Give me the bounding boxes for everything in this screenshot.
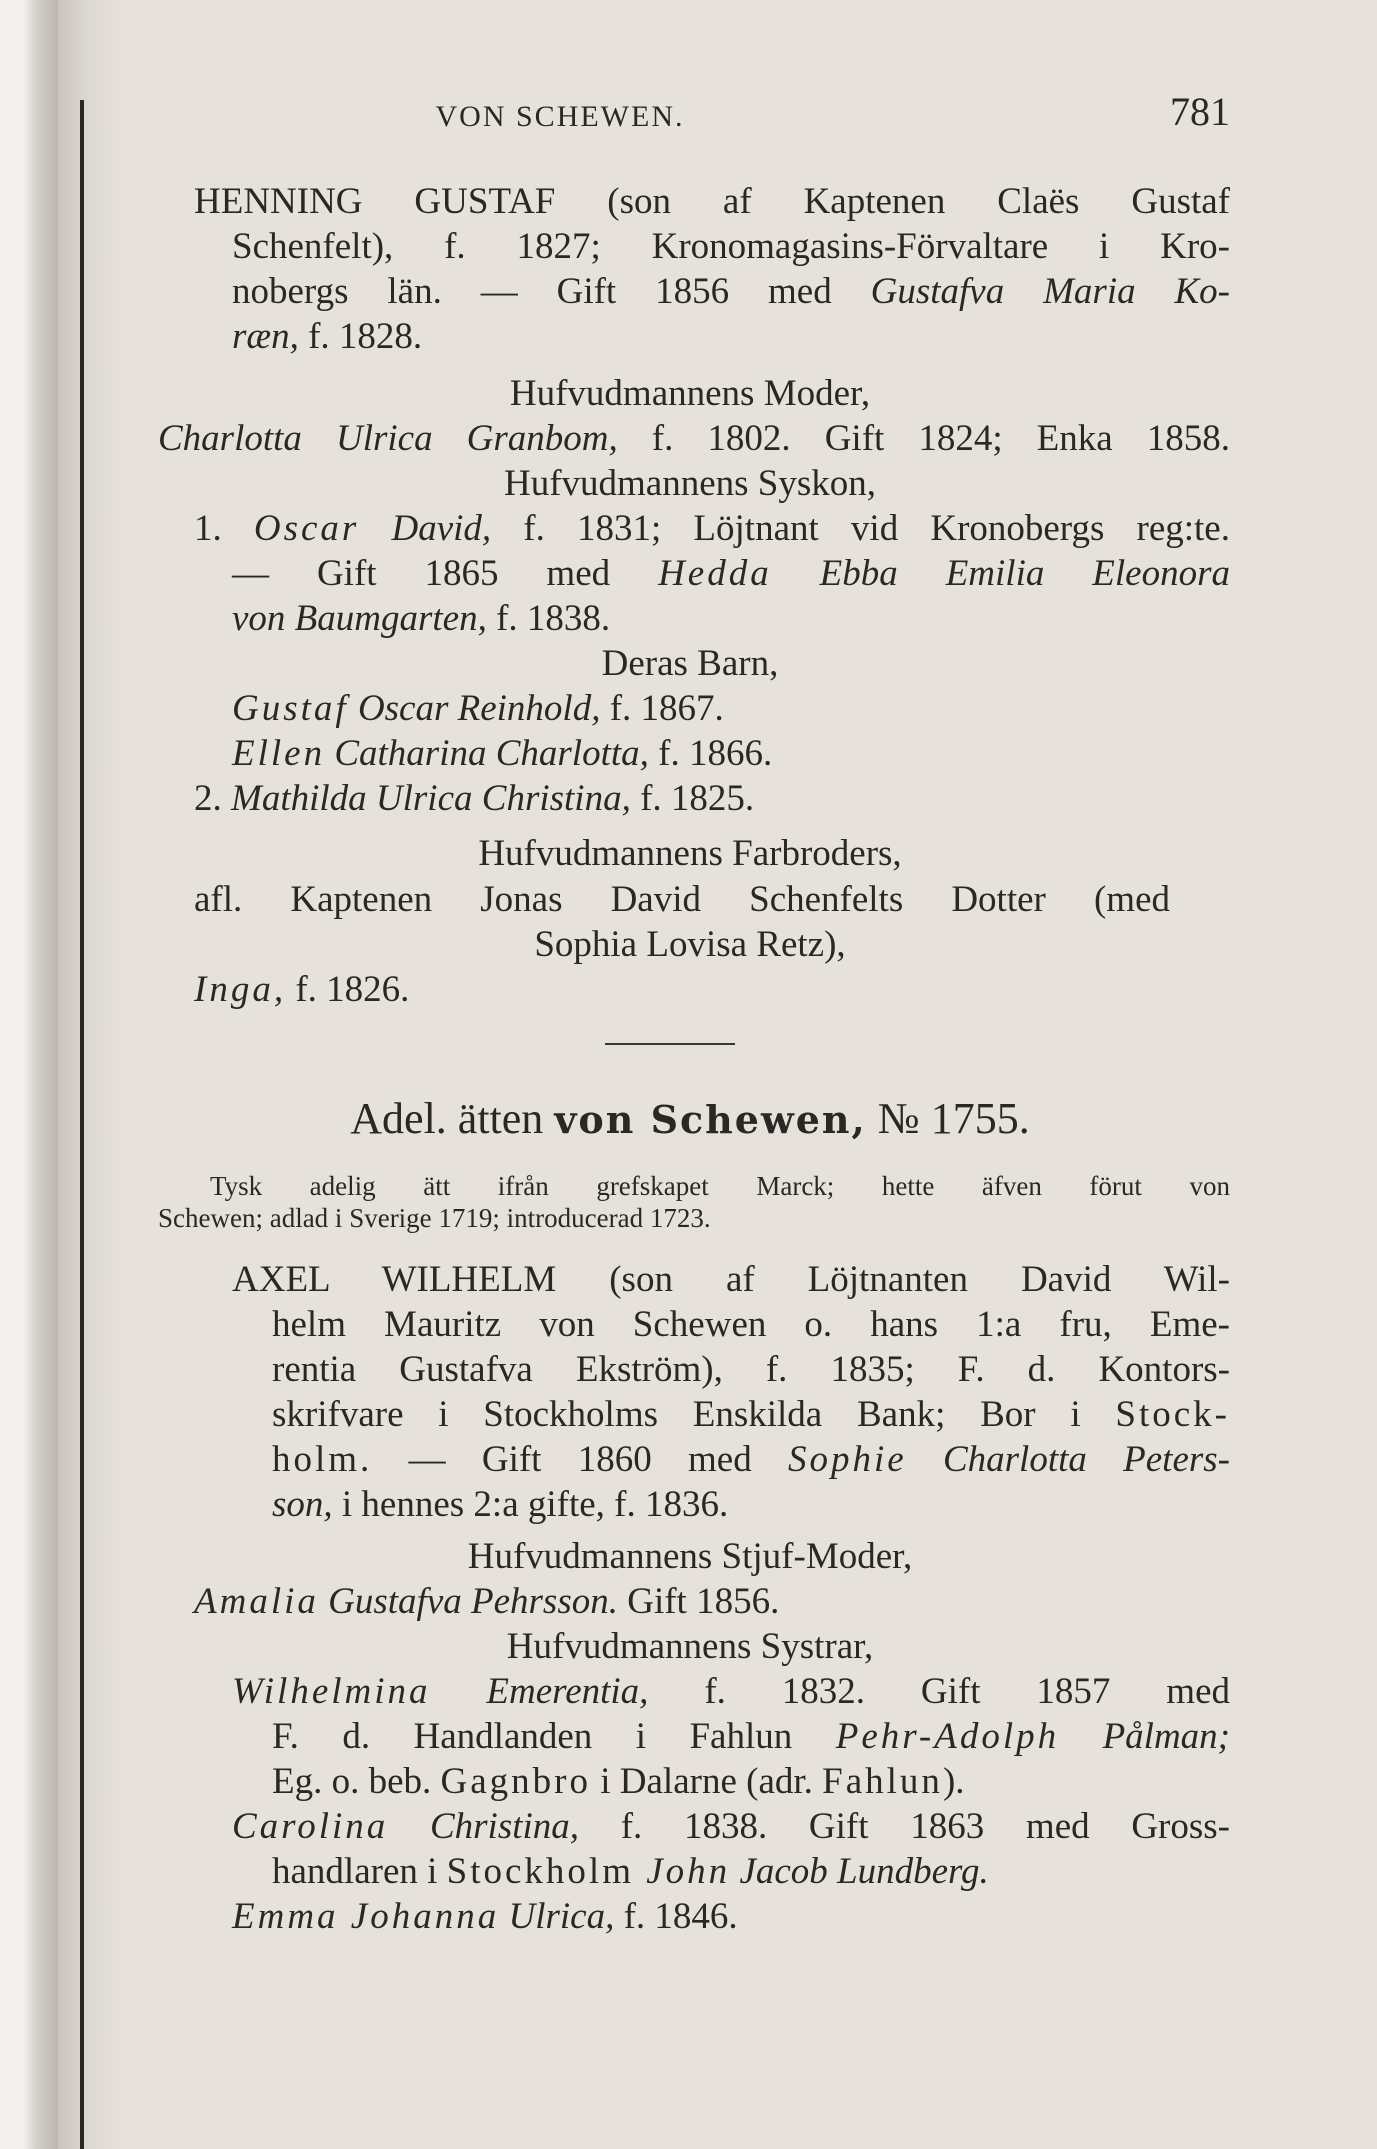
moder-details: f. 1802. Gift 1824; Enka 1858. (617, 418, 1230, 459)
systrar-line2 (272, 1715, 1230, 1759)
syskon-first-name: Oscar (253, 508, 360, 549)
child2-birth: f. 1866. (648, 733, 773, 774)
systrar-line4 (232, 1805, 1230, 1849)
entry2-line3: rentia Gustafva Ekström), f. 1835; F. d. Kontors- (272, 1349, 1230, 1390)
entry1-line4-italic: ræn, (232, 316, 299, 357)
syskon-line4 (194, 777, 1230, 821)
running-title: VON SCHEWEN. (435, 100, 685, 133)
heading-systrar: Hufvudmannens Systrar, (506, 1626, 874, 1667)
entry1-line2: Schenfelt), f. 1827; Kronomagasins-Förvaltare i Kro- (232, 226, 1230, 267)
syskon2-name: Mathilda Ulrica Christina, (231, 778, 631, 819)
section-title (150, 1092, 1230, 1147)
moder-name: Charlotta Ulrica Granbom, (158, 418, 618, 459)
stepmother-marriage: Gift 1856. (617, 1581, 780, 1622)
moder-line (158, 417, 1230, 461)
heading-stjuf-moder: Hufvudmannens Stjuf-Moder, (467, 1536, 913, 1577)
child2-names: Catharina Charlotta, (325, 733, 649, 774)
child2-first: Ellen (232, 733, 326, 774)
syskon-second-name: David, (359, 508, 492, 549)
spouse-birth: f. 1838. (486, 598, 611, 639)
systrar-line3 (272, 1760, 1230, 1804)
section-title-family: von Schewen, (554, 1097, 867, 1142)
entry1-line4 (232, 315, 1230, 359)
spouse-surname: von Baumgarten, (232, 598, 487, 639)
wife-first-name: Sophie (787, 1439, 907, 1480)
syskon-marriage: — Gift 1865 med (232, 553, 659, 594)
systrar-line1 (232, 1670, 1230, 1714)
section-title-number: № 1755. (866, 1094, 1030, 1143)
syskon-details: f. 1831; Löjtnant vid Kronobergs reg:te. (491, 508, 1230, 549)
entry2-line1: AXEL WILHELM (son af Löjtnanten David Wil- (232, 1259, 1230, 1300)
book-gutter (58, 0, 120, 2149)
stepmother-first: Amalia (194, 1581, 319, 1622)
heading-moder: Hufvudmannens Moder, (509, 373, 871, 414)
entry2-line5 (272, 1438, 1230, 1482)
estate-end: ). (942, 1761, 965, 1802)
sister2-city: Stockholm (446, 1851, 634, 1892)
entry2-line4-spaced: Stock- (1115, 1394, 1230, 1435)
sister2-names: Christina, (388, 1806, 580, 1847)
sister3-second: Johanna (338, 1896, 500, 1937)
syskon-line2 (232, 552, 1230, 596)
estate-region: i Dalarne (adr. (591, 1761, 823, 1802)
child1-birth: f. 1867. (600, 688, 724, 729)
sister1-husband-title: F. d. Handlanden i Fahlun (272, 1716, 836, 1757)
gutter-line (80, 100, 84, 2149)
estate-prefix: Eg. o. beb. (272, 1761, 441, 1802)
heading-farbroders: Hufvudmannens Farbroders, (478, 833, 902, 874)
sister1-husband-surname: Pålman; (1059, 1716, 1230, 1757)
child1-names: Oscar Reinhold, (348, 688, 601, 729)
wife-surname-end: son, (272, 1484, 333, 1525)
entry2-line6 (272, 1483, 1230, 1527)
spouse-first-name: Hedda (658, 553, 772, 594)
syskon-line3 (232, 597, 1230, 641)
wife-other-names: Charlotta Peters- (906, 1439, 1230, 1480)
entry2-line4-text: skrifvare i Stockholms Enskilda Bank; Bor i (272, 1394, 1116, 1435)
sister1-details: f. 1832. Gift 1857 med (648, 1671, 1230, 1712)
entry2-line2: helm Mauritz von Schewen o. hans 1:a fru, Eme- (272, 1304, 1230, 1345)
farbroders-line1: afl. Kaptenen Jonas David Schenfelts Dotter (med (194, 879, 1170, 920)
entry2-line4 (272, 1393, 1230, 1437)
syskon-number: 1. (194, 508, 254, 549)
farbroders-line2: Sophia Lovisa Retz), (534, 924, 846, 965)
sister1-names: Emerentia, (430, 1671, 649, 1712)
entry2-line5-spaced: holm. (272, 1439, 373, 1480)
sister3-first: Emma (232, 1896, 339, 1937)
sister2-husband-first: John (634, 1851, 731, 1892)
section-intro2: Schewen; adlad i Sverige 1719; introducerad 1723. (158, 1203, 711, 1233)
entry1-line4-text: f. 1828. (298, 316, 423, 357)
barn-line1 (232, 687, 1230, 731)
stepmother-names: Gustafva Pehrsson. (318, 1581, 618, 1622)
stjuf-moder-line (194, 1580, 1230, 1624)
sister1-husband-first: Pehr-Adolph (835, 1716, 1060, 1757)
sister2-details: f. 1838. Gift 1863 med Gross- (579, 1806, 1230, 1847)
daughter-birth: f. 1826. (286, 969, 410, 1010)
page-number: 781 (1170, 89, 1230, 134)
sister1-first: Wilhelmina (232, 1671, 431, 1712)
heading-syskon: Hufvudmannens Syskon, (503, 463, 877, 504)
spouse-other-names: Ebba Emilia Eleonora (771, 553, 1230, 594)
syskon-line1 (194, 507, 1230, 551)
syskon2-birth: f. 1825. (630, 778, 755, 819)
sister2-first: Carolina (232, 1806, 389, 1847)
estate-address: Fahlun (822, 1761, 943, 1802)
sister2-husband-title: handlaren i (272, 1851, 447, 1892)
barn-line2 (232, 732, 1230, 776)
systrar-line5 (272, 1850, 1230, 1894)
heading-barn: Deras Barn, (601, 643, 779, 684)
daughter-name: Inga, (194, 969, 287, 1010)
entry1-line3 (232, 270, 1230, 314)
section-title-prefix: Adel. ätten (350, 1094, 555, 1143)
entry2-line5-text: — Gift 1860 med (372, 1439, 788, 1480)
sister2-husband-names: Jacob Lundberg. (730, 1851, 989, 1892)
systrar-line6 (232, 1895, 1230, 1939)
sister3-birth: f. 1846. (614, 1896, 738, 1937)
entry1-line3-text: nobergs län. — Gift 1856 med (232, 271, 871, 312)
page-edge (0, 0, 58, 2149)
entry1-line1: HENNING GUSTAF (son af Kaptenen Claës Gustaf (194, 181, 1230, 222)
entry1-line3-italic: Gustafva Maria Ko- (870, 271, 1230, 312)
farbroders-line3 (194, 968, 1230, 1012)
syskon2-number: 2. (194, 778, 231, 819)
estate-name: Gagnbro (440, 1761, 591, 1802)
wife-details: i hennes 2:a gifte, f. 1836. (332, 1484, 729, 1525)
section-divider (605, 1043, 735, 1045)
sister3-third: Ulrica, (499, 1896, 615, 1937)
child1-first: Gustaf (232, 688, 349, 729)
section-intro1: Tysk adelig ätt ifrån grefskapet Marck; hette äfven förut von (210, 1171, 1230, 1201)
